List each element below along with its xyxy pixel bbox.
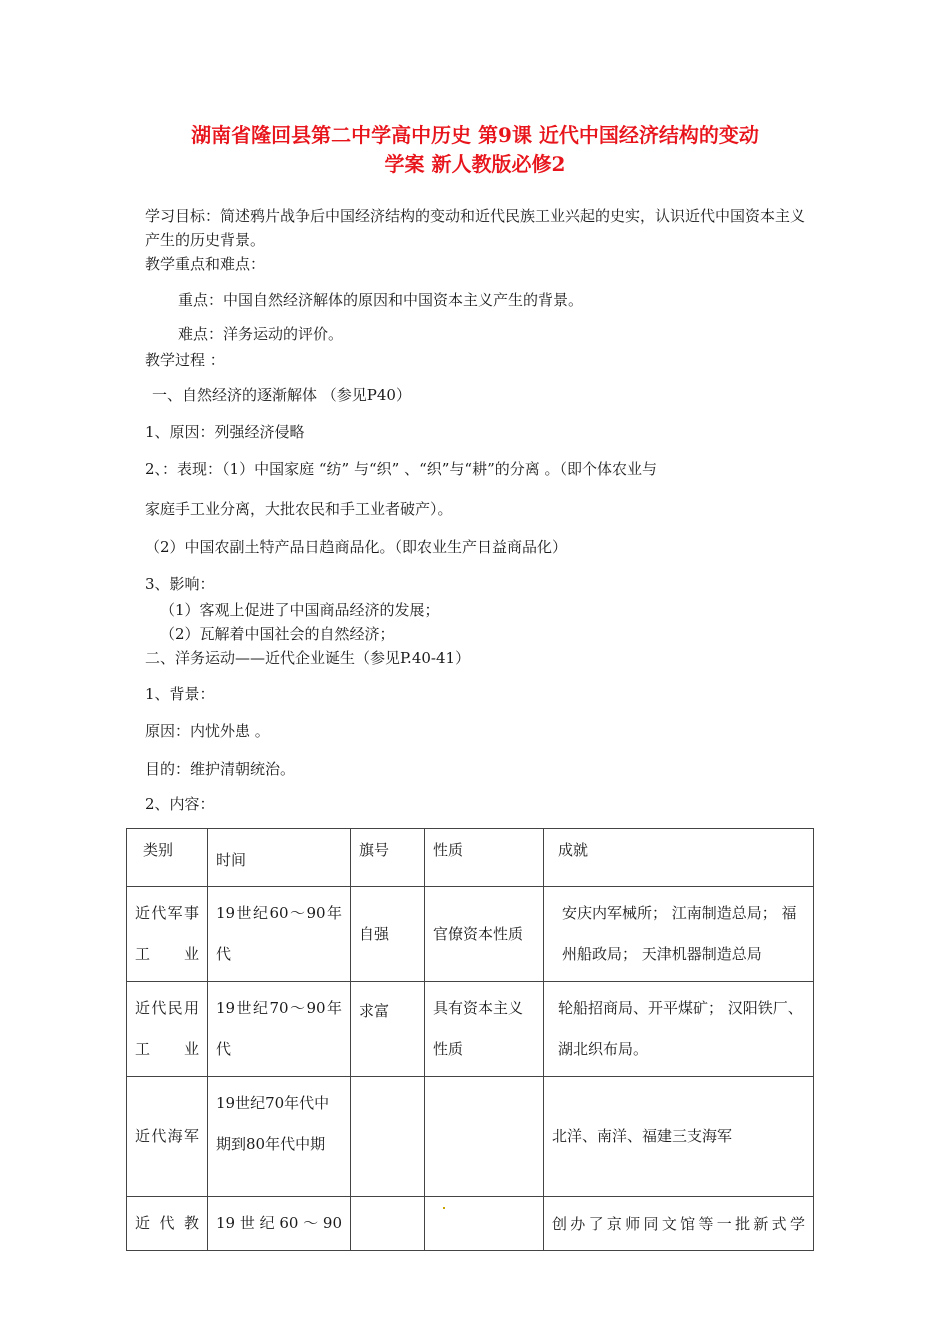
cell-time: 19世纪60～90: [208, 1197, 351, 1251]
cell-slogan: 自强: [351, 887, 425, 982]
cell-slogan: [351, 1077, 425, 1197]
header-nature: 性质: [425, 829, 544, 887]
difficulty-point: 难点：洋务运动的评价。: [178, 325, 344, 343]
cell-achievement: 安庆内军械所； 江南制造总局； 福州船政局； 天津机器制造总局: [544, 887, 814, 982]
header-category: 类别: [127, 829, 208, 887]
cell-time: 19世纪60～90年代: [208, 887, 351, 982]
section-1-impact-2: （2）瓦解着中国社会的自然经济；: [160, 625, 395, 643]
cell-nature: [425, 1077, 544, 1197]
document-title-line-1: 湖南省隆回县第二中学高中历史 第9课 近代中国经济结构的变动: [191, 123, 759, 147]
cell-achievement: 北洋、南洋、福建三支海军: [544, 1077, 814, 1197]
section-1-reason: 1、原因：列强经济侵略: [145, 423, 305, 441]
section-2-background: 1、背景：: [145, 685, 215, 703]
table-row: [127, 1197, 814, 1251]
cell-slogan: 求富: [351, 982, 425, 1077]
section-1-manifestation-2: （2）中国农副土特产品日趋商品化。（即农业生产日益商品化）: [145, 538, 568, 556]
section-1-heading: 一、自然经济的逐渐解体 （参见P40）: [152, 386, 411, 404]
marker-dot: [443, 1207, 445, 1209]
section-2-purpose: 目的：维护清朝统治。: [145, 760, 296, 778]
cell-category: 近代民用工业: [127, 982, 208, 1077]
header-slogan: 旗号: [351, 829, 425, 887]
section-2-heading: 二、洋务运动——近代企业诞生（参见P.40-41）: [145, 649, 471, 667]
cell-nature: 官僚资本性质: [425, 887, 544, 982]
section-2-content: 2、内容：: [145, 795, 215, 813]
learning-objective: 学习目标：简述鸦片战争后中国经济结构的变动和近代民族工业兴起的史实，认识近代中国资本主义产生的历史背景。: [145, 207, 806, 249]
cell-nature: [425, 1197, 544, 1251]
table-row: [127, 887, 814, 982]
teaching-process: 教学过程 ：: [145, 351, 225, 369]
header-time: 时间: [208, 829, 351, 887]
section-1-manifestation-cont: 家庭手工业分离，大批农民和手工业者破产）。: [145, 500, 453, 518]
section-1-manifestation: 2、：表现：（1）中国家庭 “纺” 与“织” 、“织”与“耕”的分离 。（即个体农业与: [145, 460, 658, 478]
table-row: [127, 1077, 814, 1197]
key-difficulty-heading: 教学重点和难点：: [145, 255, 266, 273]
header-achievement: 成就: [544, 829, 814, 887]
cell-time: 19世纪70年代中期到80年代中期: [208, 1077, 351, 1197]
cell-achievement: 轮船招商局、开平煤矿； 汉阳铁厂、湖北织布局。: [544, 982, 814, 1077]
cell-category: 近代教: [127, 1197, 208, 1251]
westernization-table: [126, 828, 814, 1251]
cell-achievement: 创办了京师同文馆等一批新式学: [544, 1197, 814, 1251]
section-2-reason: 原因：内忧外患 。: [145, 722, 270, 740]
cell-time: 19世纪70～90年代: [208, 982, 351, 1077]
section-1-impact-1: （1）客观上促进了中国商品经济的发展；: [160, 601, 440, 619]
cell-slogan: [351, 1197, 425, 1251]
cell-category: 近代海军: [127, 1077, 208, 1197]
section-1-impact: 3、影响：: [145, 575, 215, 593]
cell-category: 近代军事工业: [127, 887, 208, 982]
table-row: [127, 982, 814, 1077]
cell-nature: 具有资本主义性质: [425, 982, 544, 1077]
table-header-row: [127, 829, 814, 887]
document-title-line-2: 学案 新人教版必修2: [384, 152, 566, 176]
key-point: 重点：中国自然经济解体的原因和中国资本主义产生的背景。: [178, 291, 584, 309]
